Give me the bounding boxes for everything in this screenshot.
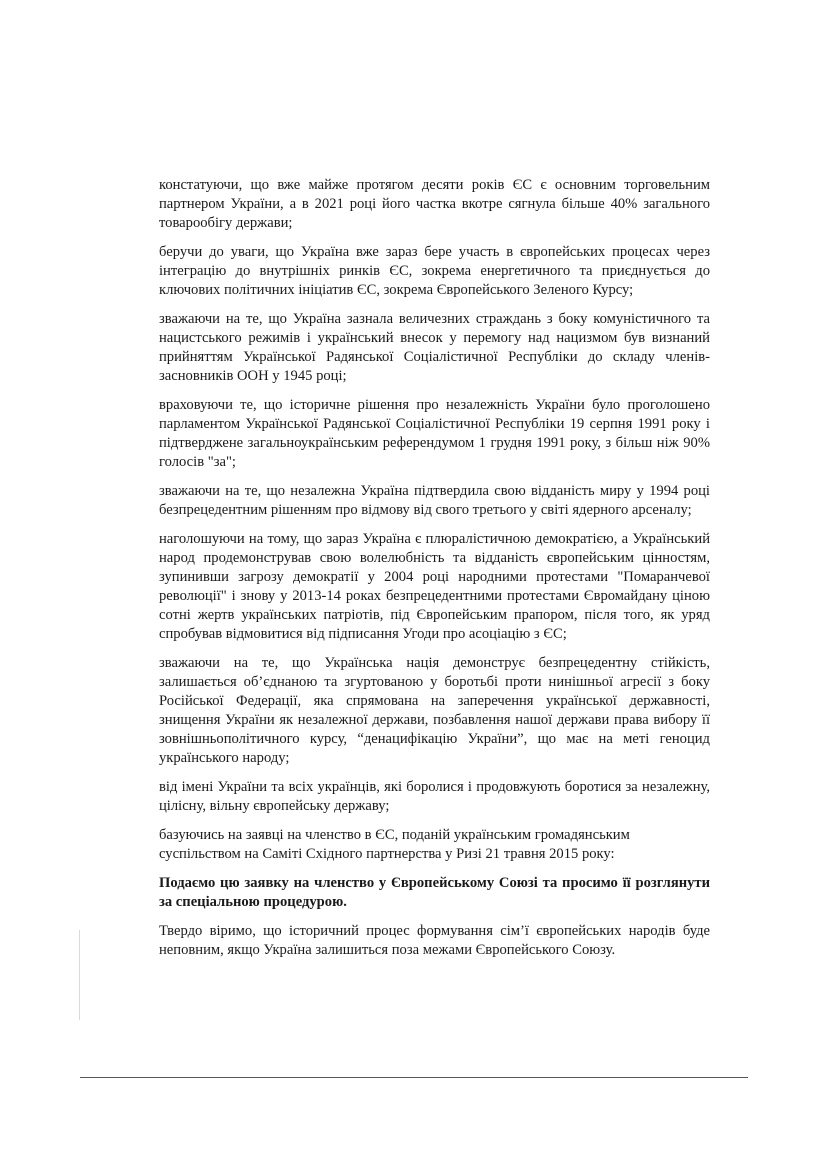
paragraph-independence: враховуючи те, що історичне рішення про незалежність України було проголошено парламентом Української Радянської Соціалістичної Республіки 19 серпня 1991 року і підтверджене загальноукраїнським референдумом 1 грудня 1991 року, з більш ніж 90% голосів "за"; [159, 397, 710, 470]
paragraph-democracy: наголошуючи на тому, що зараз Україна є плюралістичною демократією, а Український народ продемонстрував свою волелюбність та відданість європейським цінностям, зупинивши загрозу демократії у 2004 році народними протестами "Помаранчевої революції" і знову у 2013-14 роках безпрецедентними протестами Євромайдану ціною сотні жертв українських патріотів, під Європейським прапором, після того, як уряд спробував відмовитися від підписання Угоди про асоціацію з ЄС; [159, 531, 710, 642]
document-body [159, 176, 710, 970]
paragraph-history-un: зважаючи на те, що Україна зазнала величезних страждань з боку комуністичного та нацистського режимів і український внесок у перемогу над нацизмом був визнаний прийняттям Української Радянської Соціалістичної Республіки до складу членів-засновників ООН у 1945 році; [159, 311, 710, 384]
paragraph-eu-integration: беручи до уваги, що Україна вже зараз бере участь в європейських процесах через інтеграцію до внутрішніх ринків ЄС, зокрема енергетичного та приєднується до ключових політичних ініціатив ЄС, зокрема Європейського Зеленого Курсу; [159, 244, 710, 298]
paragraph-trade-partner: констатуючи, що вже майже протягом десяти років ЄС є основним торговельним партнером України, а в 2021 році його частка вкотре сягнула більше 40% загального товарообігу держави; [159, 177, 710, 231]
footer-divider [80, 1077, 748, 1078]
paragraph-nuclear-disarmament: зважаючи на те, що незалежна Україна підтвердила свою відданість миру у 1994 році безпрецедентним рішенням про відмову від свого третього у світі ядерного арсеналу; [159, 483, 710, 518]
paragraph-on-behalf: від імені України та всіх українців, які боролися і продовжують боротися за незалежну, цілісну, вільну європейську державу; [159, 779, 710, 814]
closing-paragraph: Твердо віримо, що історичний процес формування сім’ї європейських народів буде неповним, якщо Україна залишиться поза межами Європейського Союзу. [159, 923, 710, 958]
paragraph-resilience: зважаючи на те, що Українська нація демонструє безпрецедентну стійкість, залишається об’єднаною та згуртованою у боротьбі проти нинішньої агресії з боку Російської Федерації, яка спрямована на заперечення української державності, знищення України як незалежної держави, позбавлення нашої держави права вибору її зовнішньополітичного курсу, “денацифікацію України”, що має на меті геноцид українського народу; [159, 655, 710, 766]
paragraph-civil-society: базуючись на заявці на членство в ЄС, поданій українським громадянським суспільством на Саміті Східного партнерства у Ризі 21 травня 2015 року: [159, 827, 630, 862]
scan-edge-line [79, 930, 80, 1020]
membership-application-statement: Подаємо цю заявку на членство у Європейському Союзі та просимо її розглянути за спеціальною процедурою. [159, 875, 710, 910]
